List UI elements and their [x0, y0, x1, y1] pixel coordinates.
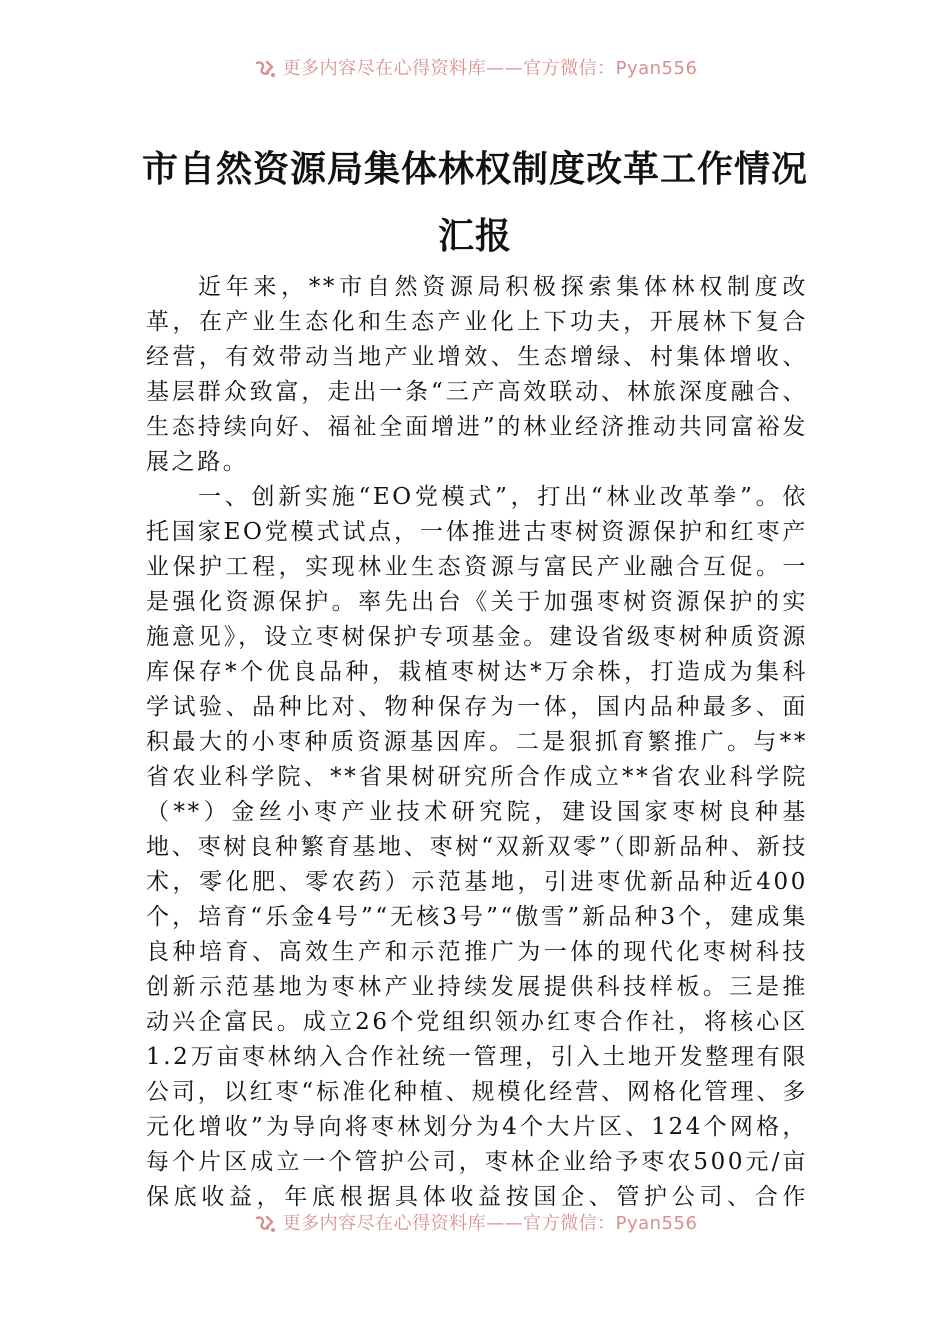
header-watermark [0, 56, 950, 82]
document-title: 市自然资源局集体林权制度改革工作情况 [141, 148, 808, 190]
brand-logo-icon [253, 1214, 277, 1234]
footer-watermark [0, 1211, 950, 1237]
paragraph-intro: 近年来，**市自然资源局积极探索集体林权制度改革，在产业生态化和生态产业化上下功夫，开展林下复合经营，有效带动当地产业增效、生态增绿、村集体增收、基层群众致富，走出一条“三产高效联动、林旅深度融合、生态持续向好、福祉全面增进”的林业经济推动共同富裕发展之路。 [146, 274, 808, 475]
document-body [146, 270, 808, 1210]
watermark-text: 更多内容尽在心得资料库——官方微信：Pyan556 [282, 58, 698, 79]
brand-logo-icon [253, 59, 277, 79]
document-title-continued: 汇报 [437, 215, 512, 257]
paragraph-section-one: 一、创新实施“EO党模式”，打出“林业改革拳”。依托国家EO党模式试点，一体推进古枣树资源保护和红枣产业保护工程，实现林业生态资源与富民产业融合互促。一是强化资源保护。率先出台《关于加强枣树资源保护的实施意见》，设立枣树保护专项基金。建设省级枣树种质资源库保存*个优良品种，栽植枣树达*万余株，打造成为集科学试验、品种比对、物种保存为一体，国内品种最多、面积最大的小枣种质资源基因库。二是狠抓育繁推广。与**省农业科学院、**省果树研究所合作成立**省农业科学院（**）金丝小枣产业技术研究院，建设国家枣树良种基地、枣树良种繁育基地、枣树“双新双零”（即新品种、新技术，零化肥、零农药）示范基地，引进枣优新品种近400个，培育“乐金4号”“无核3号”“傲雪”新品种3个，建成集良种培育、高效生产和示范推广为一体的现代化枣树科技创新示范基地为枣林产业持续发展提供科技样板。三是推动兴企富民。成立26个党组织领办红枣合作社，将核心区1.2万亩枣林纳入合作社统一管理，引入土地开发整理有限公司，以红枣“标准化种植、规模化经营、网格化管理、多元化增收”为导向将枣林划分为4个大片区、124个网格，每个片区成立一个管护公司，枣林企业给予枣农500元/亩保底收益，年底根据具体收益按国企、管护公司、合作 [146, 484, 808, 1210]
watermark-text: 更多内容尽在心得资料库——官方微信：Pyan556 [282, 1213, 698, 1234]
